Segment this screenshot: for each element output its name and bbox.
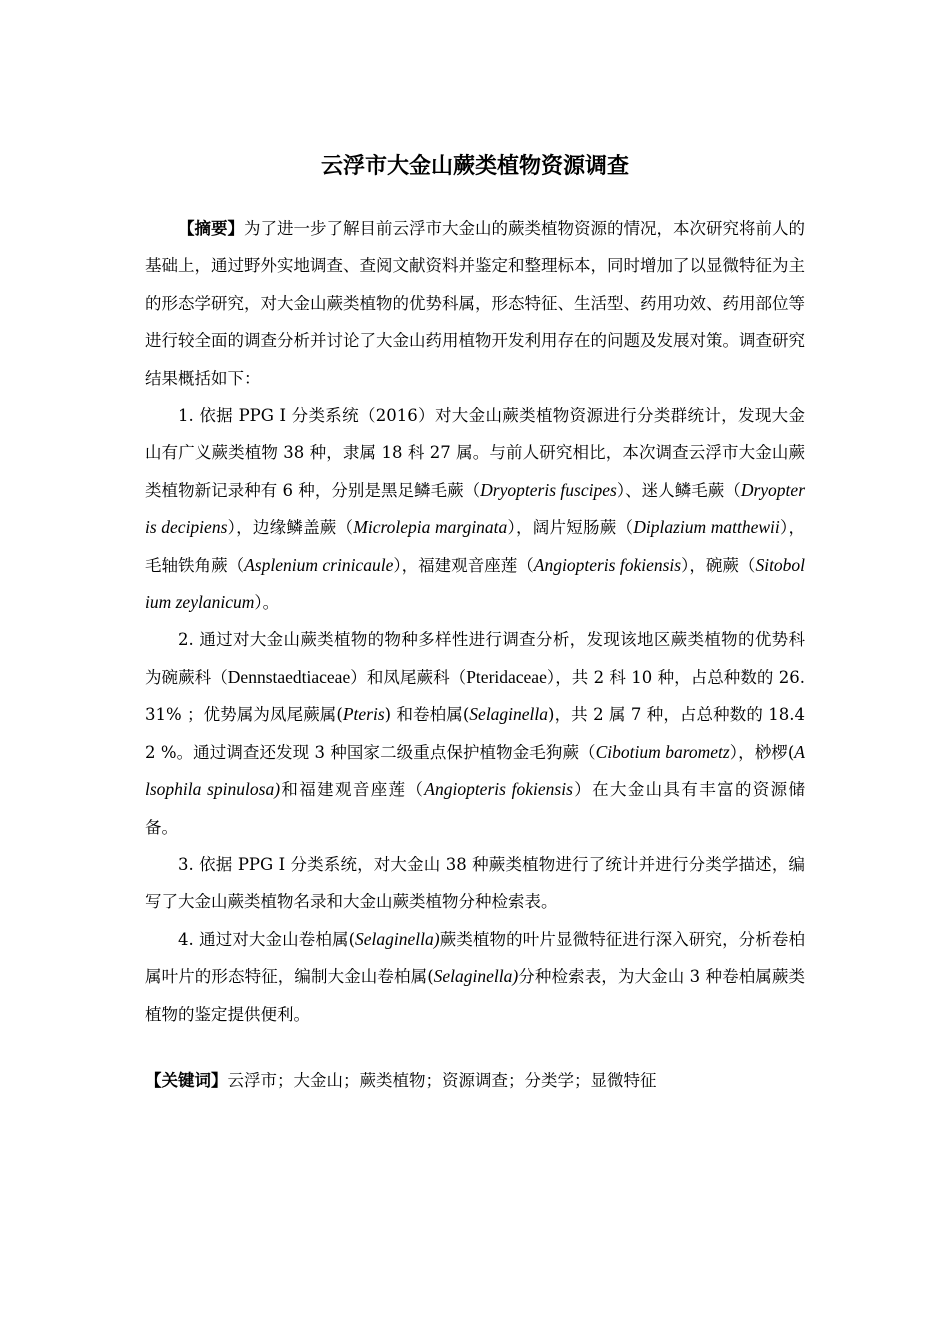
- species-name: Diplazium matthewii: [633, 517, 780, 538]
- text-run: ）在大金山具有丰富的资源储备。: [145, 780, 806, 837]
- text-run: 分种检索表，为大金山 3 种卷柏属蕨类植物的鉴定提供便利。: [145, 967, 805, 1024]
- species-name: Dryopteris decipiens: [145, 479, 805, 538]
- abstract-result-4: [145, 921, 805, 1033]
- keywords-line: [145, 1062, 805, 1099]
- text-run: ），边缘鳞盖蕨（: [227, 518, 354, 538]
- genus-name: Selaginella: [469, 704, 549, 725]
- species-name: Dryopteris fuscipes: [480, 479, 617, 500]
- text-run: ）。: [254, 593, 280, 613]
- text-run: ），碗蕨（: [681, 555, 756, 575]
- keywords-text: 云浮市；大金山；蕨类植物；资源调查；分类学；显微特征: [227, 1071, 657, 1090]
- keywords-label: 【关键词】: [145, 1071, 228, 1090]
- genus-name: Selaginella): [433, 966, 519, 987]
- family-name: Pteridaceae: [466, 666, 547, 687]
- genus-name: Pteris: [342, 704, 385, 725]
- species-name: Microlepia marginata: [353, 517, 508, 538]
- abstract-section: [145, 210, 805, 1033]
- text-run: 和福建观音座莲（: [280, 780, 425, 800]
- genus-name: Selaginella): [355, 928, 440, 949]
- abstract-result-3: 3. 依据 PPG I 分类系统，对大金山 38 种蕨类植物进行了统计并进行分类学描述，编写了大金山蕨类植物名录和大金山蕨类植物分种检索表。: [145, 854, 805, 912]
- abstract-intro-paragraph: [145, 210, 805, 397]
- species-name: Cibotium barometz: [595, 741, 730, 762]
- document-title: 云浮市大金山蕨类植物资源调查: [320, 154, 629, 179]
- species-name: Angiopteris fokiensis: [424, 779, 573, 800]
- text-run: 1. 依据 PPG I 分类系统（2016）对大金山蕨类植物资源进行分类群统计，发现大金山有广义蕨类植物 38 种，隶属 18 科 27 属。与前人研究相比，本次调查云浮市大金山蕨类植物新记录种有 6 种，分别是黑足鳞毛蕨（: [145, 406, 805, 500]
- abstract-result-1: [145, 397, 805, 621]
- abstract-label: 【摘要】: [178, 219, 244, 238]
- species-name: Asplenium crinicaule: [244, 554, 394, 575]
- text-run: ），桫椤(: [729, 742, 795, 762]
- abstract-intro-text: 为了进一步了解目前云浮市大金山的蕨类植物资源的情况，本次研究将前人的基础上，通过野外实地调查、查阅文献资料并鉴定和整理标本，同时增加了以显微特征为主的形态学研究，对大金山蕨类植物的优势科属，形态特征、生活型、药用功效、药用部位等进行较全面的调查分析并讨论了大金山药用植物开发利用存在的问题及发展对策。调查研究结果概括如下：: [145, 219, 805, 388]
- species-name: Angiopteris fokiensis: [533, 554, 682, 575]
- text-run: ），毛轴铁角蕨（: [145, 518, 806, 575]
- text-run: ）、迷人鳞毛蕨（: [616, 480, 741, 500]
- text-run: ），共 2 科 10 种，占总种数的 26.31% ；优势属为凤尾蕨属(: [145, 667, 806, 725]
- text-run: ）和凤尾蕨科（: [350, 667, 467, 687]
- text-run: 4. 通过对大金山卷柏属(: [178, 929, 356, 949]
- abstract-result-2: [145, 621, 805, 845]
- text-run: ），福建观音座莲（: [393, 555, 534, 575]
- text-run: 蕨类植物的叶片显微特征进行深入研究，分析卷柏属叶片的形态特征，编制大金山卷柏属(: [145, 929, 805, 987]
- text-run: ），阔片短肠蕨（: [507, 518, 634, 538]
- text-run: 2. 通过对大金山蕨类植物的物种多样性进行调查分析，发现该地区蕨类植物的优势科为碗蕨科（: [145, 630, 805, 687]
- text-run: ) 和卷柏属(: [384, 705, 470, 725]
- text-run: )，共 2 属 7 种，占总种数的 18.42 %。通过调查还发现 3 种国家二级重点保护植物金毛狗蕨（: [145, 705, 806, 762]
- species-name: Alsophila spinulosa): [145, 741, 805, 800]
- species-name: Sitobolium zeylanicum: [145, 554, 806, 613]
- family-name: Dennstaedtiaceae: [227, 666, 351, 687]
